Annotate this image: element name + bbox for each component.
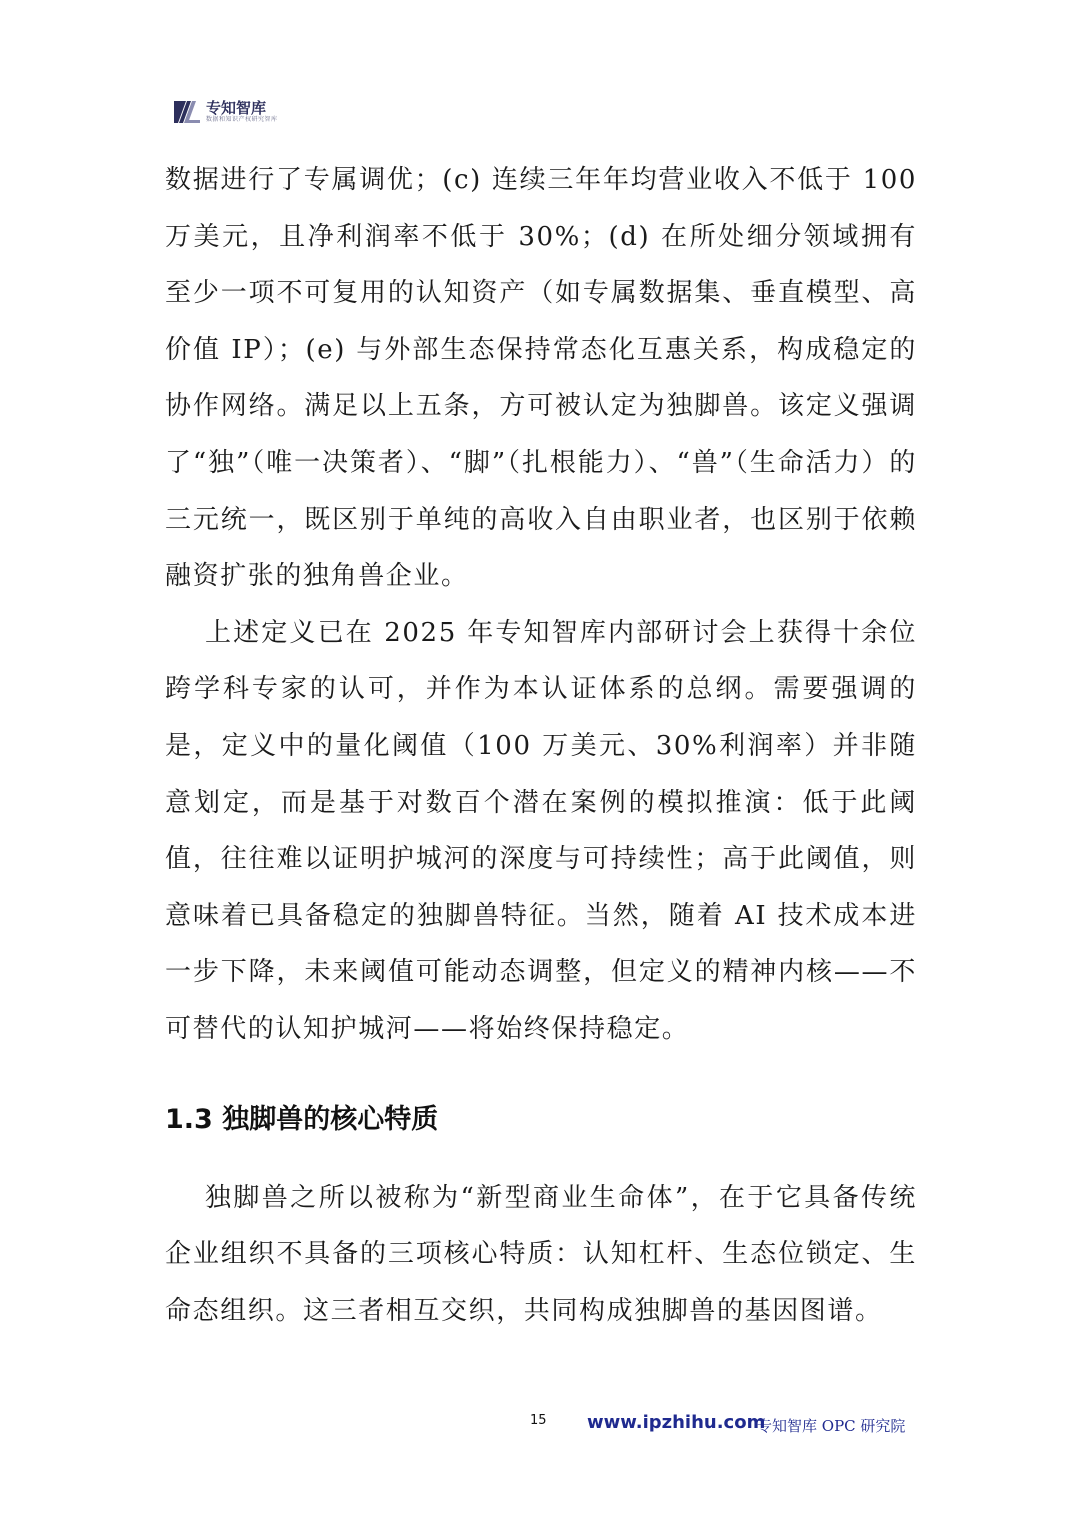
page-number: 15 bbox=[530, 1413, 547, 1428]
paragraph-core-traits: 独脚兽之所以被称为“新型商业生命体”，在于它具备传统企业组织不具备的三项核心特质：认知杠杆、生态位锁定、生命态组织。这三者相互交织，共同构成独脚兽的基因图谱。 bbox=[165, 1182, 917, 1326]
page-header bbox=[172, 98, 278, 126]
document-body bbox=[165, 152, 917, 1339]
logo-name: 专知智库 bbox=[206, 99, 267, 117]
paragraph-threshold: 上述定义已在 2025 年专知智库内部研讨会上获得十余位跨学科专家的认可，并作为本认证体系的总纲。需要强调的是，定义中的量化阈值（100 万美元、30%利润率）并非随意划定，而是基于对数百个潜在案例的模拟推演：低于此阈值，往往难以证明护城河的深度与可持续性；高于此阈值，则意味着已具备稳定的独脚兽特征。当然，随着 AI 技术成本进一步下降，未来阈值可能动态调整，但定义的精神内核——不可替代的认知护城河——将始终保持稳定。 bbox=[165, 617, 917, 1044]
page-footer bbox=[0, 1412, 1080, 1442]
section-heading: 1.3 独脚兽的核心特质 bbox=[165, 1103, 439, 1135]
zl-logo-icon bbox=[172, 98, 202, 126]
org-name: 专知智库 OPC 研究院 bbox=[757, 1417, 906, 1435]
logo-tagline: 数据和知识产权研究智库 bbox=[206, 116, 278, 123]
logo-text bbox=[206, 100, 278, 124]
website-link[interactable]: www.ipzhihu.com bbox=[587, 1412, 766, 1433]
paragraph-definition-end: 数据进行了专属调优；(c) 连续三年年均营业收入不低于 100 万美元，且净利润率不低于 30%；(d) 在所处细分领域拥有至少一项不可复用的认知资产（如专属数据集、垂直模型、高价值 IP）；(e) 与外部生态保持常态化互惠关系，构成稳定的协作网络。满足以上五条，方可被认定为独脚兽。该定义强调了“独”（唯一决策者）、“脚”（扎根能力）、“兽”（生命活力）的三元统一，既区别于单纯的高收入自由职业者，也区别于依赖融资扩张的独角兽企业。 bbox=[165, 165, 917, 592]
